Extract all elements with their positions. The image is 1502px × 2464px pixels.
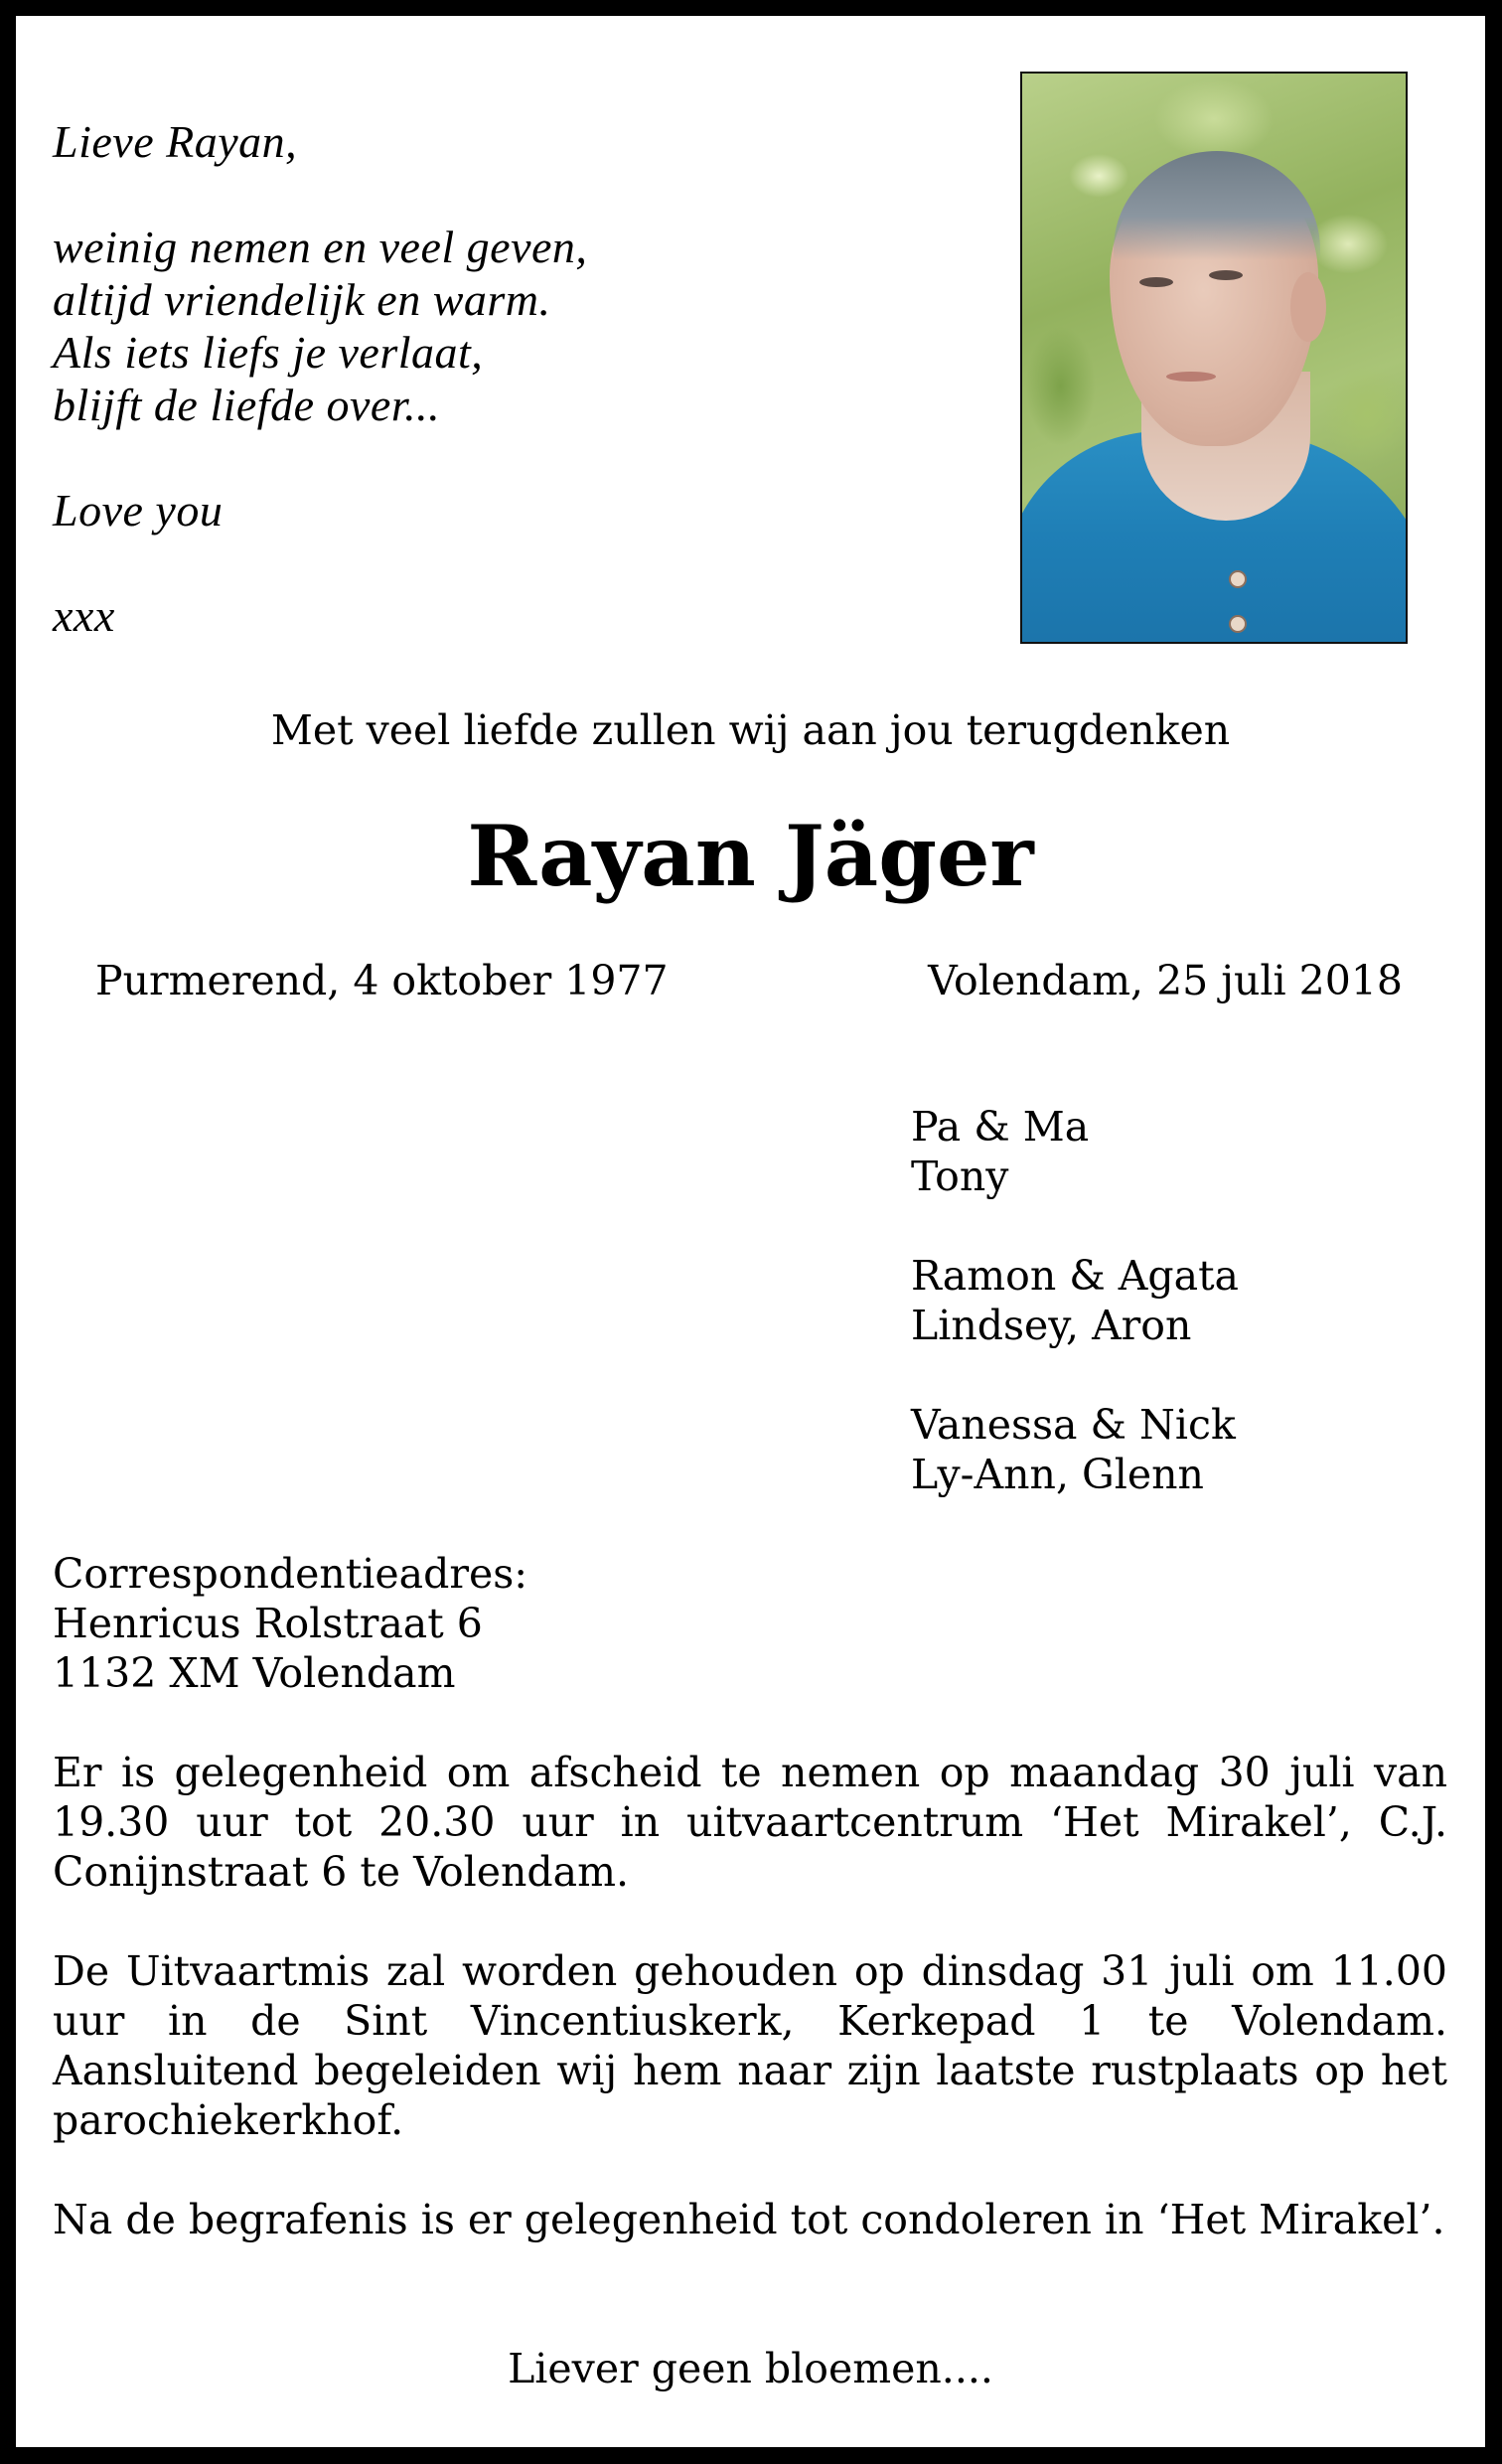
address-city: 1132 XM Volendam xyxy=(53,1649,456,1697)
closing-note: Liever geen bloemen.... xyxy=(508,2345,993,2392)
poem-line: Als iets liefs je verlaat, xyxy=(53,327,484,378)
photo-hair xyxy=(1114,151,1320,260)
family-list xyxy=(911,1102,1239,1499)
photo-eye xyxy=(1209,270,1243,280)
family-line: Lindsey, Aron xyxy=(911,1302,1192,1349)
condolence-paragraph: Na de begrafenis is er gelegenheid tot condoleren in ‘Het Mirakel’. xyxy=(53,2196,1445,2243)
family-line: Ly-Ann, Glenn xyxy=(911,1451,1204,1498)
poem-greeting: Lieve Rayan, xyxy=(53,116,298,167)
spacer xyxy=(53,168,587,221)
family-line: Tony xyxy=(911,1153,1009,1200)
family-line: Ramon & Agata xyxy=(911,1252,1240,1300)
photo-eye xyxy=(1139,277,1173,287)
poem-line: weinig nemen en veel geven, xyxy=(53,222,588,272)
poem-love: Love you xyxy=(53,485,224,536)
spacer xyxy=(53,431,587,484)
deceased-name: Rayan Jäger xyxy=(467,807,1034,905)
poem-line: altijd vriendelijk en warm. xyxy=(53,274,551,325)
spacer xyxy=(911,1350,1239,1400)
death-place-date: Volendam, 25 juli 2018 xyxy=(928,957,1403,1004)
viewing-paragraph: Er is gelegenheid om afscheid te nemen op maandag 30 juli van 19.30 uur tot 20.30 uur in uitvaartcentrum ‘Het Mirakel’, C.J. Conijnstraat 6 te Volendam. xyxy=(53,1749,1447,1896)
photo-ear xyxy=(1290,272,1326,342)
family-line: Vanessa & Nick xyxy=(911,1401,1236,1449)
address-street: Henricus Rolstraat 6 xyxy=(53,1600,483,1647)
correspondence-address xyxy=(53,1549,1447,1698)
family-line: Pa & Ma xyxy=(911,1103,1090,1151)
address-label: Correspondentieadres: xyxy=(53,1550,528,1598)
poem-block xyxy=(53,115,587,642)
shirt-button xyxy=(1229,615,1247,633)
obituary-notice xyxy=(16,16,1485,2447)
birth-place-date: Purmerend, 4 oktober 1977 xyxy=(95,957,669,1004)
funeral-mass-paragraph: De Uitvaartmis zal worden gehouden op dinsdag 31 juli om 11.00 uur in de Sint Vincentiuskerk, Kerkepad 1 te Volendam. Aansluitend begeleiden wij hem naar zijn laatste rustplaats op het parochiekerkhof. xyxy=(53,1947,1447,2144)
photo-mouth xyxy=(1166,372,1216,382)
spacer xyxy=(911,1201,1239,1251)
tagline: Met veel liefde zullen wij aan jou terugdenken xyxy=(270,706,1231,754)
poem-line: blijft de liefde over... xyxy=(53,380,441,430)
poem-kisses: xxx xyxy=(53,590,115,641)
portrait-photo xyxy=(1020,72,1408,644)
spacer xyxy=(53,537,587,589)
shirt-button xyxy=(1229,570,1247,588)
